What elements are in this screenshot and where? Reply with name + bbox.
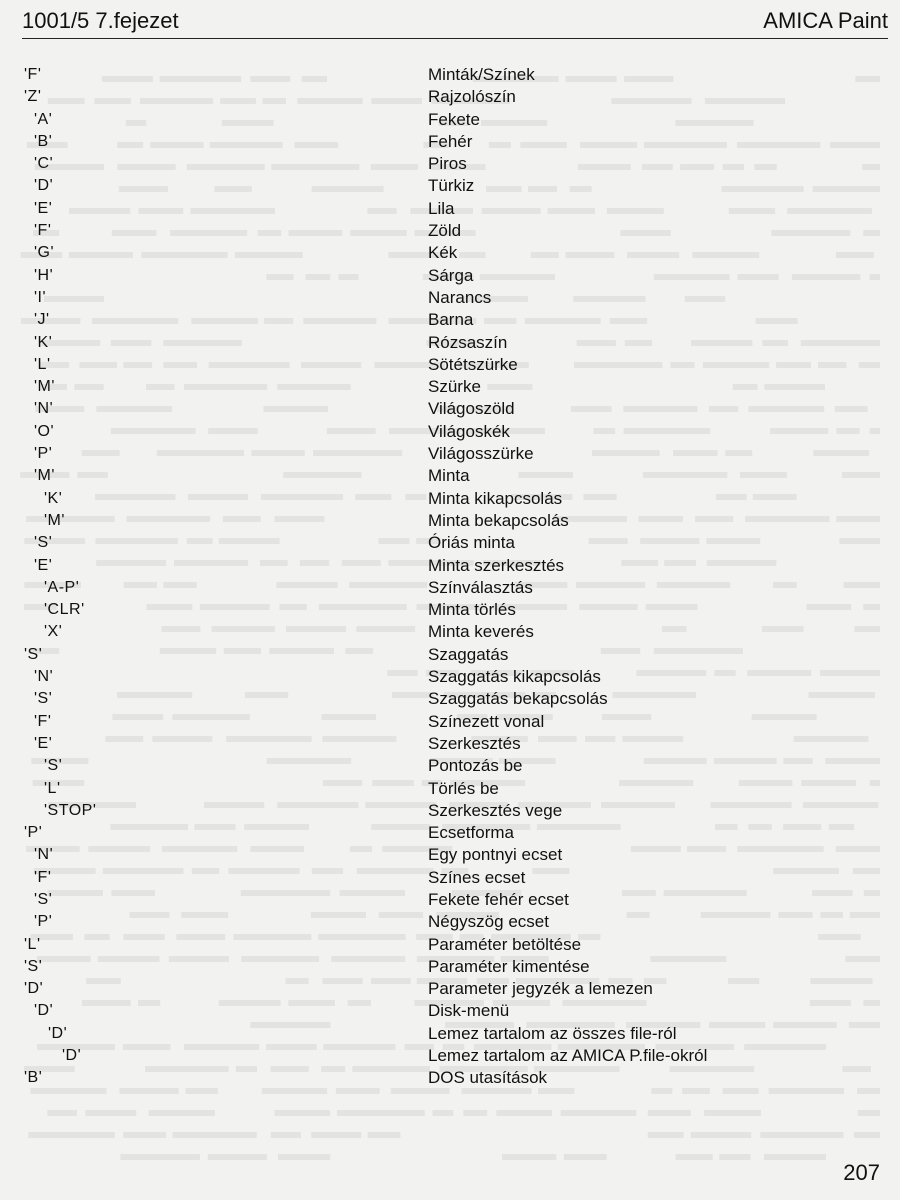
shortcut-row: [0, 354, 900, 376]
shortcut-description: Piros: [428, 154, 467, 174]
shortcut-description: Lila: [428, 198, 455, 218]
shortcut-row: [0, 778, 900, 800]
shortcut-description: Szaggatás: [428, 644, 509, 664]
book-title: AMICA Paint: [763, 8, 888, 33]
shortcut-description: Fekete fehér ecset: [428, 889, 569, 909]
shortcut-row: [0, 421, 900, 443]
shortcut-row: [0, 510, 900, 532]
shortcut-description: Szaggatás kikapcsolás: [428, 667, 601, 687]
shortcut-key: 'F': [24, 66, 42, 83]
shortcut-row: [0, 242, 900, 264]
shortcut-description: Kék: [428, 243, 458, 263]
shortcut-row: [0, 934, 900, 956]
shortcut-row: [0, 443, 900, 465]
shortcut-row: [0, 599, 900, 621]
shortcut-description: Rózsaszín: [428, 332, 508, 352]
shortcut-row: [0, 376, 900, 398]
shortcut-row: [0, 265, 900, 287]
shortcut-row: [0, 153, 900, 175]
shortcut-description: Minta: [428, 466, 470, 486]
shortcut-row: [0, 621, 900, 643]
shortcut-row: [0, 198, 900, 220]
shortcut-description: Világosszürke: [428, 444, 534, 464]
shortcut-key: 'N': [34, 846, 54, 864]
shortcut-row: [0, 956, 900, 978]
shortcut-description: Barna: [428, 310, 474, 330]
shortcut-row: [0, 666, 900, 688]
shortcut-row: [0, 844, 900, 866]
shortcut-key: 'D': [34, 1002, 54, 1020]
shortcut-description: Törlés be: [428, 778, 499, 798]
shortcut-key: 'F': [34, 712, 52, 730]
shortcut-description: Minták/Színek: [428, 65, 535, 84]
shortcut-row: [0, 978, 900, 1000]
shortcut-description: Színválasztás: [428, 577, 533, 597]
shortcut-key: 'E': [34, 199, 53, 217]
shortcut-key: 'S': [44, 757, 63, 775]
shortcut-row: [0, 220, 900, 242]
shortcut-description: Szerkesztés: [428, 733, 521, 753]
shortcut-description: Parameter jegyzék a lemezen: [428, 979, 653, 999]
shortcut-key: 'M': [34, 378, 55, 396]
shortcut-description: Paraméter betöltése: [428, 934, 582, 954]
shortcut-row: [0, 889, 900, 911]
shortcut-description: Minta törlés: [428, 600, 516, 620]
shortcut-description: Ecsetforma: [428, 823, 514, 843]
shortcut-description: Színezett vonal: [428, 711, 545, 731]
shortcut-key: 'K': [44, 489, 63, 507]
shortcut-description: Sárga: [428, 265, 474, 285]
shortcut-row: [0, 1000, 900, 1022]
shortcut-key: 'Z': [24, 88, 42, 106]
shortcut-key: 'M': [44, 511, 65, 529]
shortcut-row: [0, 532, 900, 554]
shortcut-key: 'S': [34, 690, 53, 708]
shortcut-description: Pontozás be: [428, 756, 523, 776]
chapter-label: 1001/5 7.fejezet: [22, 8, 179, 33]
shortcut-key: 'C': [34, 155, 54, 173]
shortcut-description: Minta kikapcsolás: [428, 488, 563, 508]
shortcut-description: Világoskék: [428, 421, 510, 441]
page-header: [22, 6, 888, 39]
shortcut-list: [0, 64, 900, 1090]
shortcut-description: Sötétszürke: [428, 354, 518, 374]
shortcut-row: [0, 688, 900, 710]
shortcut-row: [0, 309, 900, 331]
shortcut-description: Fekete: [428, 109, 480, 129]
shortcut-description: Fehér: [428, 131, 473, 151]
shortcut-key: 'G': [34, 244, 55, 262]
shortcut-key: 'P': [34, 445, 53, 463]
shortcut-row: [0, 86, 900, 108]
shortcut-key: 'P': [24, 824, 43, 842]
shortcut-row: [0, 1067, 900, 1089]
shortcut-key: 'D': [34, 177, 54, 195]
shortcut-key: 'I': [34, 288, 47, 306]
shortcut-key: 'A': [34, 110, 53, 128]
shortcut-key: 'H': [34, 266, 54, 284]
shortcut-description: Narancs: [428, 287, 492, 307]
shortcut-key: 'B': [34, 132, 53, 150]
shortcut-key: 'E': [34, 734, 53, 752]
shortcut-key: 'O': [34, 422, 55, 440]
shortcut-row: [0, 64, 900, 86]
shortcut-row: [0, 800, 900, 822]
shortcut-row: [0, 332, 900, 354]
shortcut-key: 'S': [24, 957, 43, 975]
shortcut-row: [0, 287, 900, 309]
shortcut-description: Minta keverés: [428, 622, 534, 642]
shortcut-row: [0, 398, 900, 420]
shortcut-description: Zöld: [428, 221, 462, 241]
shortcut-row: [0, 1023, 900, 1045]
shortcut-description: Egy pontnyi ecset: [428, 845, 563, 865]
shortcut-description: DOS utasítások: [428, 1068, 548, 1088]
shortcut-description: Világoszöld: [428, 399, 515, 419]
shortcut-row: [0, 488, 900, 510]
shortcut-description: Paraméter kimentése: [428, 956, 590, 976]
shortcut-key: 'X': [44, 623, 63, 641]
page-number: 207: [843, 1160, 880, 1185]
shortcut-key: 'K': [34, 333, 53, 351]
shortcut-key: 'L': [24, 935, 41, 953]
shortcut-description: Lemez tartalom az AMICA P.file-okról: [428, 1046, 708, 1066]
shortcut-key: 'L': [34, 355, 51, 373]
shortcut-row: [0, 1045, 900, 1067]
shortcut-key: 'D': [24, 980, 44, 998]
shortcut-description: Szürke: [428, 377, 481, 397]
shortcut-row: [0, 755, 900, 777]
shortcut-row: [0, 465, 900, 487]
shortcut-description: Minta szerkesztés: [428, 555, 565, 575]
shortcut-row: [0, 644, 900, 666]
shortcut-key: 'N': [34, 400, 54, 418]
shortcut-description: Óriás minta: [428, 533, 515, 553]
shortcut-key: 'L': [44, 779, 61, 797]
shortcut-row: [0, 867, 900, 889]
shortcut-key: 'F': [34, 868, 52, 886]
shortcut-description: Szaggatás bekapcsolás: [428, 689, 608, 709]
shortcut-key: 'M': [34, 467, 55, 485]
shortcut-row: [0, 733, 900, 755]
shortcut-key: 'F': [34, 222, 52, 240]
shortcut-key: 'STOP': [44, 801, 97, 819]
shortcut-row: [0, 577, 900, 599]
shortcut-description: Színes ecset: [428, 867, 526, 887]
shortcut-description: Lemez tartalom az összes file-ról: [428, 1023, 677, 1043]
shortcut-key: 'S': [34, 534, 53, 552]
shortcut-key: 'A-P': [44, 578, 80, 596]
shortcut-key: 'CLR': [44, 601, 85, 619]
shortcut-key: 'N': [34, 668, 54, 686]
shortcut-description: Disk-menü: [428, 1001, 510, 1021]
shortcut-key: 'D': [48, 1024, 68, 1042]
shortcut-row: [0, 822, 900, 844]
shortcut-row: [0, 131, 900, 153]
shortcut-description: Szerkesztés vege: [428, 800, 563, 820]
shortcut-description: Négyszög ecset: [428, 912, 549, 932]
shortcut-description: Minta bekapcsolás: [428, 510, 569, 530]
shortcut-key: 'E': [34, 556, 53, 574]
shortcut-row: [0, 175, 900, 197]
shortcut-row: [0, 555, 900, 577]
shortcut-key: 'S': [24, 645, 43, 663]
shortcut-key: 'J': [34, 311, 50, 329]
shortcut-key: 'D': [62, 1047, 82, 1065]
shortcut-row: [0, 711, 900, 733]
shortcut-description: Rajzolószín: [428, 87, 516, 107]
shortcut-key: 'B': [24, 1069, 43, 1087]
shortcut-description: Türkiz: [428, 176, 475, 196]
shortcut-row: [0, 109, 900, 131]
shortcut-key: 'S': [34, 890, 53, 908]
shortcut-row: [0, 911, 900, 933]
shortcut-key: 'P': [34, 913, 53, 931]
